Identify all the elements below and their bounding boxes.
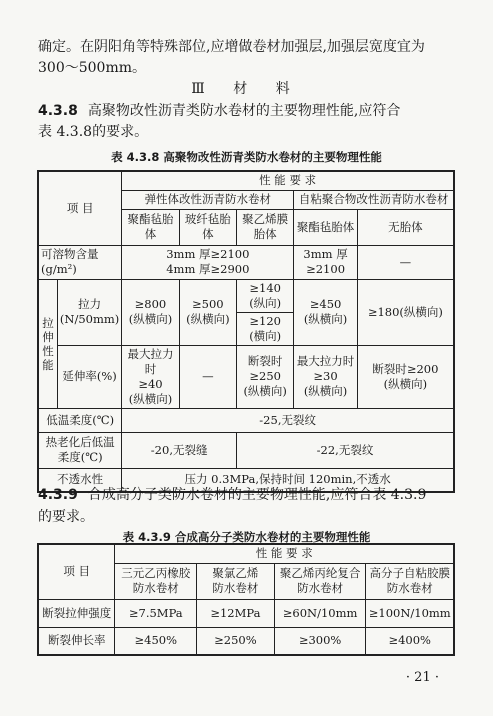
cell-line: 聚乙烯丙纶复合 <box>279 566 361 580</box>
cell-line: ≥2100 <box>306 262 346 276</box>
row-label: 不透水性 <box>38 468 122 492</box>
subtype-header <box>197 563 275 599</box>
table-header-row <box>38 544 454 563</box>
cell-line: ≥800 <box>134 297 167 311</box>
item-header: 项 目 <box>38 171 122 245</box>
cell-line: (纵横向) <box>243 384 287 398</box>
table-cell <box>122 245 294 279</box>
cell-line: 柔度(℃) <box>57 450 103 464</box>
subtype-header <box>366 563 454 599</box>
cell-line: 热老化后低温 <box>45 435 115 449</box>
row-label <box>57 279 121 345</box>
row-label: 断裂伸长率 <box>38 627 115 655</box>
cell-line: (纵横向) <box>186 312 230 326</box>
group-header-sbs: 弹性体改性沥青防水卷材 <box>122 190 294 209</box>
table-cell <box>294 245 357 279</box>
clause-number: 4.3.9 <box>38 487 78 503</box>
item-header: 项 目 <box>38 544 115 599</box>
subtype-header <box>115 563 197 599</box>
table-row <box>38 408 454 432</box>
cell-line: 高分子自粘胶膜 <box>369 566 450 580</box>
table-cell: — <box>179 345 236 408</box>
table-cell: -22,无裂纹 <box>237 432 455 468</box>
table-cell: ≥12MPa <box>197 599 275 627</box>
table-cell: — <box>357 245 454 279</box>
cell-line: 3mm 厚 <box>303 247 348 261</box>
subtype-header: 聚酯毡胎体 <box>122 209 179 245</box>
table-cell <box>122 279 179 345</box>
perf-header: 性 能 要 求 <box>122 171 454 190</box>
table-row <box>38 432 454 468</box>
cell-line: (横向) <box>249 328 282 343</box>
table-cell: ≥7.5MPa <box>115 599 197 627</box>
intro-line-1: 确定。在阴阳角等特殊部位,应增做卷材加强层,加强层宽度宜为 <box>38 39 425 55</box>
cell-line: (纵横向) <box>303 312 348 326</box>
clause-text: 高聚物改性沥青类防水卷材的主要物理性能,应符合 <box>87 103 401 119</box>
table-cell <box>294 279 357 345</box>
row-label: 低温柔度(℃) <box>38 408 122 432</box>
cell-line: (纵横向) <box>383 376 428 391</box>
table-4-3-8 <box>37 170 455 493</box>
table-cell: ≥180(纵横向) <box>357 279 454 345</box>
perf-header: 性 能 要 求 <box>115 544 454 563</box>
cell-line: (纵横向) <box>303 384 348 398</box>
table-row <box>38 345 454 408</box>
cell-line: 三元乙丙橡胶 <box>121 566 191 580</box>
table-cell <box>294 345 357 408</box>
clause-4-3-8-line-1 <box>38 101 400 121</box>
row-label: 可溶物含量(g/m²) <box>38 245 122 279</box>
cell-line: ≥250 <box>249 369 281 383</box>
cell-line: ≥500 <box>192 297 224 311</box>
table-4-3-9-caption: 表 4.3.9 合成高分子类防水卷材的主要物理性能 <box>122 530 371 544</box>
cell-line: 最大拉力时 <box>127 346 174 376</box>
table-cell: -20,无裂缝 <box>122 432 237 468</box>
table-cell <box>237 279 294 312</box>
subtype-header: 无胎体 <box>357 209 454 245</box>
intro-line-2: 300～500mm。 <box>38 60 146 76</box>
table-cell <box>122 345 179 408</box>
table-row <box>38 627 454 655</box>
subtype-header: 聚乙烯膜胎体 <box>237 209 294 245</box>
subtype-header: 玻纤毡胎体 <box>179 209 236 245</box>
table-cell <box>357 345 454 408</box>
cell-line: 防水卷材 <box>297 581 344 595</box>
clause-number: 4.3.8 <box>38 103 78 119</box>
clause-4-3-9-line-2: 的要求。 <box>38 509 94 525</box>
table-cell: ≥400% <box>366 627 454 655</box>
table-cell <box>237 312 294 345</box>
cell-line: ≥120 <box>249 313 281 328</box>
row-group-label: 拉伸性能 <box>38 279 57 408</box>
clause-text: 合成高分子类防水卷材的主要物理性能,应符合表 4.3.9 <box>87 487 427 503</box>
subtype-header <box>274 563 366 599</box>
clause-4-3-9-line-1 <box>38 485 426 505</box>
row-label: 断裂拉伸强度 <box>38 599 115 627</box>
cell-line: (纵横向) <box>128 312 173 326</box>
row-label <box>38 432 122 468</box>
clause-4-3-8-line-2: 表 4.3.8的要求。 <box>38 124 149 140</box>
table-cell <box>237 345 294 408</box>
page-number: · 21 · <box>405 670 439 685</box>
cell-line: ≥140 <box>249 280 281 295</box>
cell-line: (纵横向) <box>128 391 173 406</box>
cell-line: 防水卷材 <box>386 581 433 595</box>
table-cell: ≥300% <box>274 627 366 655</box>
table-cell: ≥60N/10mm <box>274 599 366 627</box>
group-header-self-adhesive: 自粘聚合物改性沥青防水卷材 <box>294 190 454 209</box>
cell-line: 4mm 厚≥2900 <box>166 262 250 276</box>
row-label: 延伸率(%) <box>57 345 121 408</box>
cell-line: 防水卷材 <box>212 581 259 595</box>
cell-line: ≥40 <box>138 376 163 391</box>
subtype-header: 聚酯毡胎体 <box>294 209 357 245</box>
cell-line: 最大拉力时 <box>296 354 355 368</box>
table-4-3-8-caption: 表 4.3.8 高聚物改性沥青类防水卷材的主要物理性能 <box>111 150 382 164</box>
table-row <box>38 279 454 312</box>
cell-line: 断裂时 <box>247 354 283 368</box>
table-row <box>38 245 454 279</box>
cell-line: 3mm 厚≥2100 <box>166 247 250 261</box>
table-cell: ≥450% <box>115 627 197 655</box>
cell-line: ≥30 <box>313 369 338 383</box>
table-header-row <box>38 171 454 190</box>
cell-line: ≥450 <box>309 297 342 311</box>
section-title: Ⅲ 材 料 <box>191 81 302 97</box>
table-row <box>38 599 454 627</box>
table-cell: ≥250% <box>197 627 275 655</box>
table-cell <box>179 279 236 345</box>
table-cell: -25,无裂纹 <box>122 408 454 432</box>
table-cell: ≥100N/10mm <box>366 599 454 627</box>
cell-line: 断裂时≥200 <box>372 361 439 376</box>
table-4-3-9 <box>37 543 455 656</box>
table-cell: 压力 0.3MPa,保持时间 120min,不透水 <box>122 468 454 492</box>
cell-line: 防水卷材 <box>132 581 179 595</box>
cell-line: (N/50mm) <box>59 312 120 326</box>
cell-line: 聚氯乙烯 <box>212 566 259 580</box>
cell-line: (纵向) <box>249 295 282 310</box>
cell-line: 拉力 <box>78 297 102 311</box>
